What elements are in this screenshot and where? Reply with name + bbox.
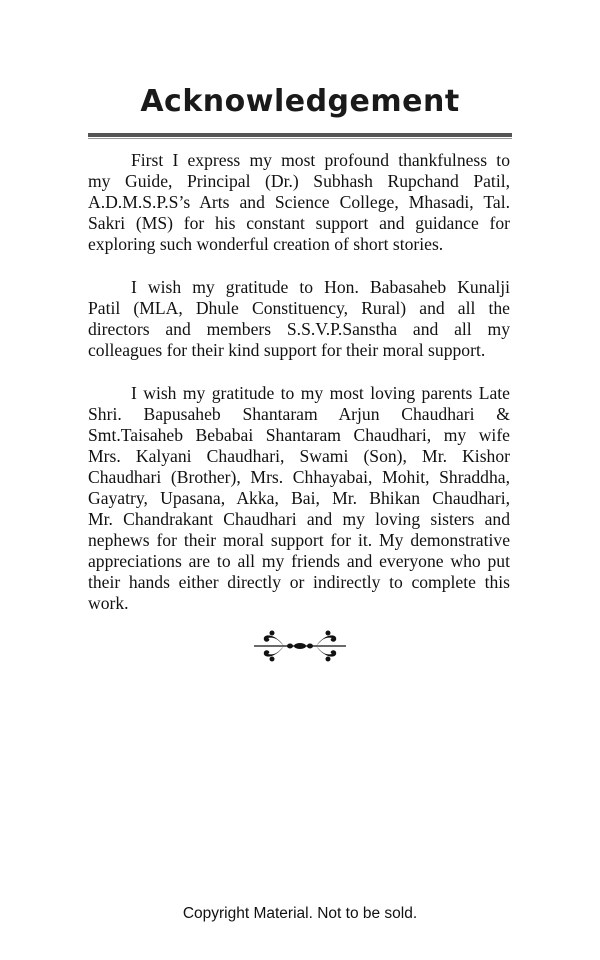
text-line: work. [88,593,129,613]
acknowledgement-body [88,150,510,636]
paragraph [88,277,510,361]
text-line: Sakri (MS) for his constant support and guidance for [88,213,510,233]
text-line: First I express my most profound thankfulness to [131,150,510,170]
text-line: directors and members S.S.V.P.Sanstha and all my [88,319,510,339]
text-line: Gayatry, Upasana, Akka, Bai, Mr. Bhikan Chaudhari, [88,488,510,508]
copyright-footer: Copyright Material. Not to be sold. [182,905,418,922]
fleuron-divider-icon [252,628,348,664]
text-line: nephews for their moral support for it. My demonstrative [88,530,510,550]
text-line: colleagues for their kind support for their moral support. [88,340,486,360]
text-line: exploring such wonderful creation of short stories. [88,234,444,254]
text-line: Smt.Taisaheb Bebabai Shantaram Chaudhari, my wife [88,425,510,445]
text-line: Mr. Chandrakant Chaudhari and my loving sisters and [88,509,510,529]
text-line: I wish my gratitude to my most loving parents Late [131,383,510,403]
paragraph [88,383,510,614]
title-rule-thin [88,138,512,139]
text-line: appreciations are to all my friends and everyone who put [88,551,510,571]
title-rule [88,133,512,137]
text-line: Shri. Bapusaheb Shantaram Arjun Chaudhari & [88,404,510,424]
text-line: Chaudhari (Brother), Mrs. Chhayabai, Mohit, Shraddha, [88,467,510,487]
text-line: their hands either directly or indirectly to complete this [88,572,510,592]
text-line: Mrs. Kalyani Chaudhari, Swami (Son), Mr. Kishor [88,446,510,466]
text-line: Patil (MLA, Dhule Constituency, Rural) and all the [88,298,510,318]
page-title: Acknowledgement [140,84,460,119]
text-line: my Guide, Principal (Dr.) Subhash Rupchand Patil, [88,171,510,191]
text-line: A.D.M.S.P.S’s Arts and Science College, Mhasadi, Tal. [88,192,510,212]
paragraph [88,150,510,255]
text-line: I wish my gratitude to Hon. Babasaheb Kunalji [131,277,510,297]
